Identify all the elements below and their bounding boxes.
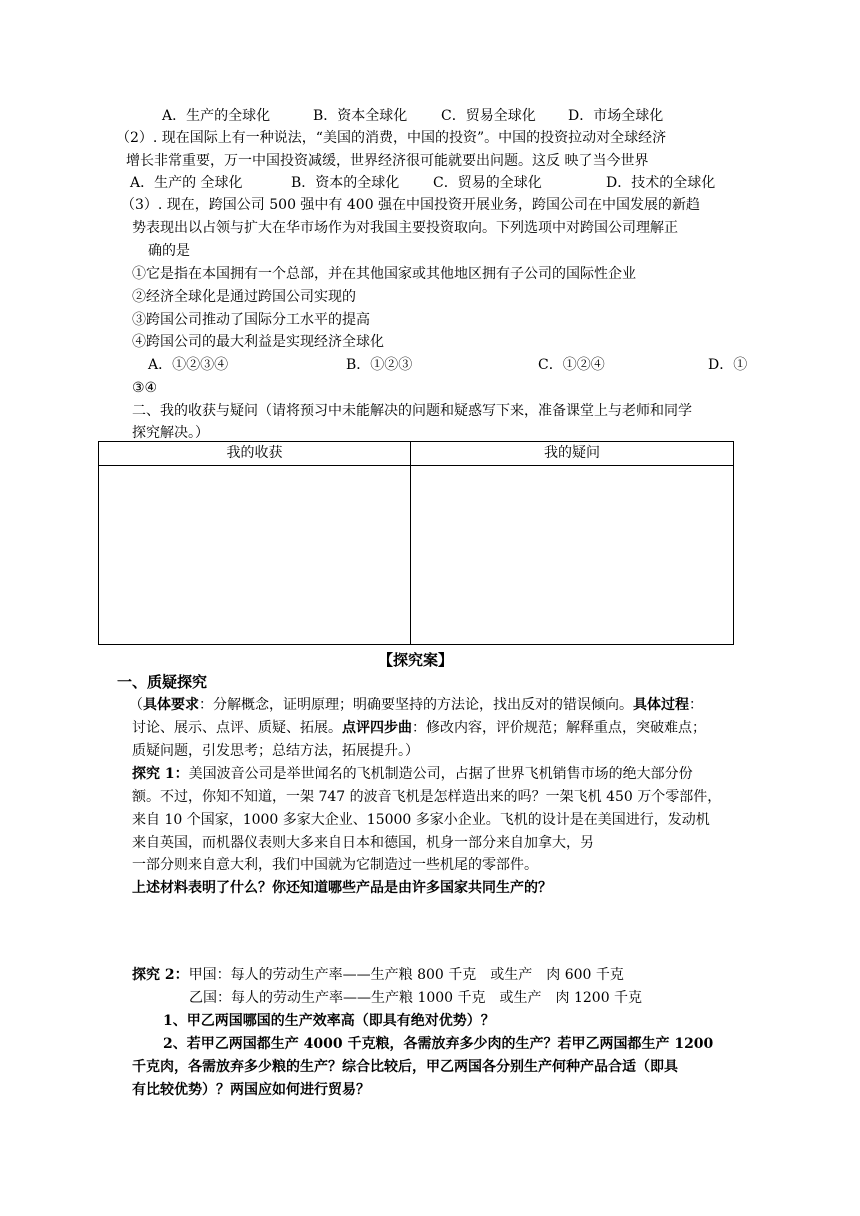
explore1-line-2: 额。不过，你知不知道，一架 747 的波音飞机是怎样造出来的吗？一架飞机 450 万个零部件， [132,789,722,805]
q3-option-c: C．①②④ [538,357,605,373]
q2-option-a: A．生产的 全球化 [130,175,243,191]
explore1-line-5: 一部分则来自意大利，我们中国就为它制造过一些机尾的零部件。 [132,857,538,873]
q3-item-3: ③跨国公司推动了国际分工水平的提高 [132,312,370,328]
explore2-line-2: 乙国：每人的劳动生产率——生产粮 1000 千克 或生产 肉 1200 千克 [189,990,643,1006]
section2-line-1: 二、我的收获与疑问（请将预习中未能解决的问题和疑惑写下来，准备课堂上与老师和同学 [132,403,692,419]
q3-option-a: A．①②③④ [148,357,229,373]
requirements-line-3: 质疑问题，引发思考；总结方法，拓展提升。） [132,743,419,759]
q3-line-2: 势表现出以占领与扩大在华市场作为对我国主要投资取向。下列选项中对跨国公司理解正 [132,220,678,236]
q1-option-c: C．贸易全球化 [441,108,536,124]
col-gains-header: 我的收获 [99,442,411,466]
q1-option-a: A．生产的全球化 [162,108,271,124]
section2-line-2: 探究解决。） [132,425,209,441]
explore1-question: 上述材料表明了什么？你还知道哪些产品是由许多国家共同生产的？ [132,880,552,896]
q1-option-b: B．资本全球化 [313,108,408,124]
col-questions-header: 我的疑问 [411,442,734,466]
questions-cell[interactable] [411,466,734,645]
explore-subtitle: 一、质疑探究 [117,673,208,691]
gains-questions-table [98,441,734,645]
q3-item-2: ②经济全球化是通过跨国公司实现的 [132,289,356,305]
explore2-label: 探究 2： [132,967,189,983]
q3-option-d: D．① [708,357,748,373]
requirements-line-2: 讨论、展示、点评、质疑、拓展。点评四步曲：修改内容，评价规范；解释重点，突破难点； [132,720,706,736]
requirements-line-1: （具体要求：分解概念，证明原理；明确要坚持的方法论，找出反对的错误倾向。具体过程： [129,697,703,713]
q3-option-b: B．①②③ [346,357,413,373]
q3-item-1: ①它是指在本国拥有一个总部，并在其他国家或其他地区拥有子公司的国际性企业 [132,266,636,282]
gains-cell[interactable] [99,466,411,645]
explore2-question-2-line-1: 2、若甲乙两国都生产 4000 千克粮，各需放弃多少肉的生产？若甲乙两国都生产 1200 [163,1036,714,1052]
q2-line-1: （2）. 现在国际上有一种说法，“美国的消费，中国的投资”。中国的投资拉动对全球经济 [116,130,667,146]
explore1-line-1: 探究 1：美国波音公司是举世闻名的飞机制造公司，占据了世界飞机销售市场的绝大部分份 [132,766,693,782]
q2-line-2: 增长非常重要，万一中国投资减缓，世界经济很可能就要出问题。这反 映了当今世界 [126,153,649,169]
explore2-line-1: 探究 2：甲国：每人的劳动生产率——生产粮 800 千克 或生产 肉 600 千克 [132,967,624,983]
q3-option-d-wrap: ③④ [132,380,158,396]
q3-line-3: 确的是 [148,243,190,259]
q1-option-d: D．市场全球化 [568,108,664,124]
explore1-line-4: 来自英国，而机器仪表则大多来自日本和德国，机身一部分来自加拿大，另 [132,835,594,851]
q3-item-4: ④跨国公司的最大利益是实现经济全球化 [132,334,384,350]
explore2-question-2-line-2: 千克肉，各需放弃多少粮的生产？综合比较后，甲乙两国各分别生产何种产品合适（即具 [132,1059,678,1075]
q2-option-c: C．贸易的全球化 [433,175,542,191]
explore-title: 【探究案】 [378,651,454,669]
explore1-label: 探究 1： [132,766,189,782]
q2-option-d: D．技术的全球化 [606,175,716,191]
q2-option-b: B．资本的全球化 [291,175,400,191]
explore1-line-3: 来自 10 个国家，1000 多家大企业、15000 多家小企业。飞机的设计是在美国进行，发动机 [132,812,710,828]
explore2-question-1: 1、甲乙两国哪国的生产效率高（即具有绝对优势）？ [163,1013,495,1029]
q3-line-1: （3）. 现在，跨国公司 500 强中有 400 强在中国投资开展业务，跨国公司在中国发展的新趋 [121,197,701,213]
explore2-question-2-line-3: 有比较优势）？两国应如何进行贸易？ [132,1082,370,1098]
